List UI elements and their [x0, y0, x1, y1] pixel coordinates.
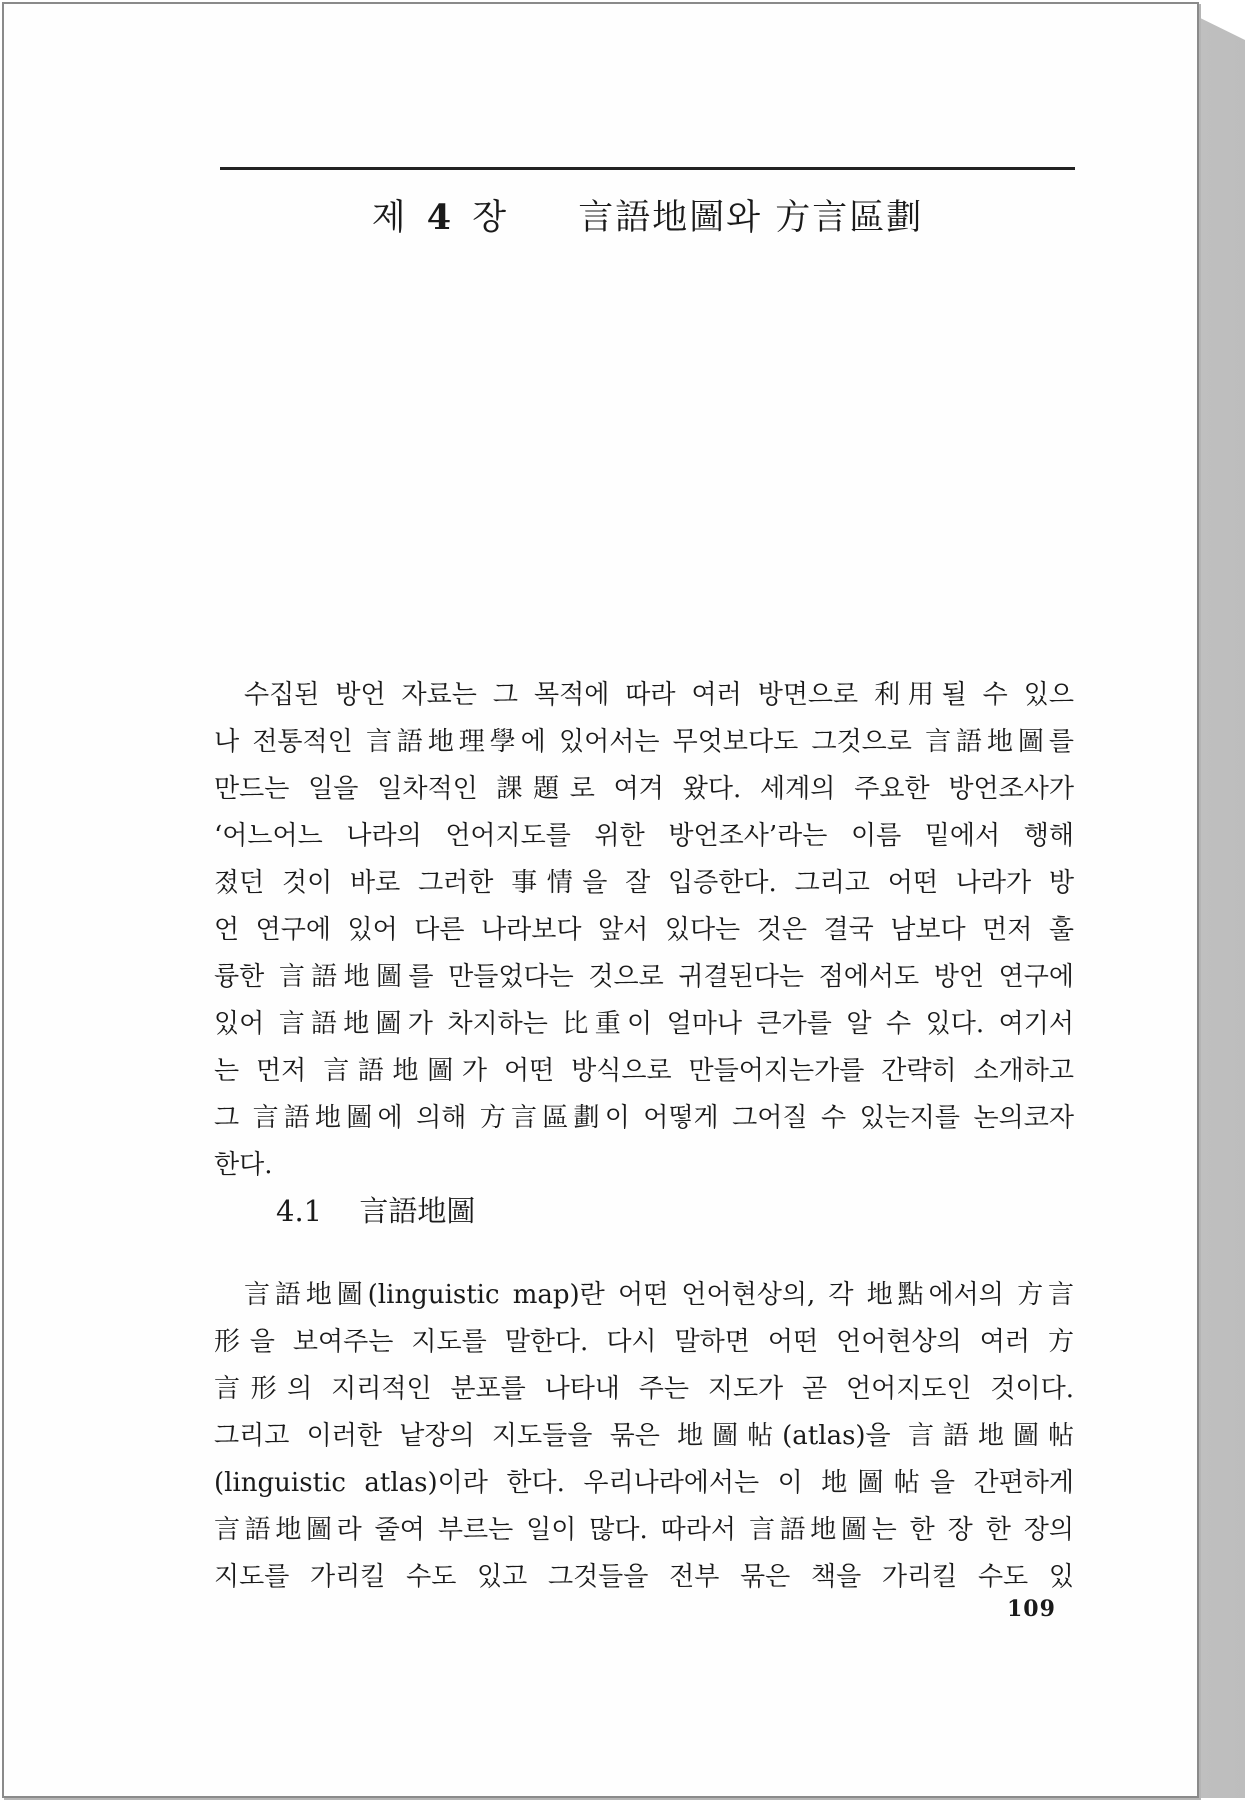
- chapter-title-text: 言語地圖와 方言區劃: [578, 198, 924, 238]
- paragraph-line: 졌던 것이 바로 그러한 事情을 잘 입증한다. 그리고 어떤 나라가 방: [214, 868, 1074, 898]
- page-number: 109: [1007, 1596, 1056, 1622]
- paragraph-line: (linguistic atlas)이라 한다. 우리나라에서는 이 地圖帖을 간편하게: [214, 1468, 1074, 1498]
- paragraph-line: 륭한 言語地圖를 만들었다는 것으로 귀결된다는 점에서도 방언 연구에: [214, 962, 1074, 992]
- section-title: 言語地圖: [359, 1194, 476, 1228]
- chapter-prefix: 제: [371, 198, 408, 238]
- paragraph-line: 言語地圖(linguistic map)란 어떤 언어현상의, 각 地點에서의 方言: [244, 1280, 1074, 1310]
- paragraph-line: 그리고 이러한 낱장의 지도들을 묶은 地圖帖(atlas)을 言語地圖帖: [214, 1421, 1074, 1451]
- page: [2, 2, 1199, 1798]
- chapter-title: [220, 190, 1075, 240]
- chapter-number: 4: [426, 197, 454, 238]
- section-heading: [276, 1189, 475, 1230]
- paragraph-line: 언 연구에 있어 다른 나라보다 앞서 있다는 것은 결국 남보다 먼저 훌: [214, 915, 1074, 945]
- paragraph-line: ‘어느어느 나라의 언어지도를 위한 방언조사’라는 이름 밑에서 행해: [214, 821, 1074, 851]
- paragraph-line: 言語地圖라 줄여 부르는 일이 많다. 따라서 言語地圖는 한 장 한 장의: [214, 1515, 1074, 1545]
- paragraph-line: 수집된 방언 자료는 그 목적에 따라 여러 방면으로 利用될 수 있으: [244, 680, 1074, 710]
- paragraph-line: 言形의 지리적인 분포를 나타내 주는 지도가 곧 언어지도인 것이다.: [214, 1374, 1074, 1404]
- paragraph-line: 그 言語地圖에 의해 方言區劃이 어떻게 그어질 수 있는지를 논의코자: [214, 1103, 1074, 1133]
- paragraph-line: 한다.: [214, 1150, 273, 1180]
- paragraph-line: 있어 言語地圖가 차지하는 比重이 얼마나 큰가를 알 수 있다. 여기서: [214, 1009, 1074, 1039]
- paragraph-line: 는 먼저 言語地圖가 어떤 방식으로 만들어지는가를 간략히 소개하고: [214, 1056, 1074, 1086]
- paragraph-line: 지도를 가리킬 수도 있고 그것들을 전부 묶은 책을 가리킬 수도 있: [214, 1562, 1074, 1592]
- section-number: 4.1: [276, 1194, 323, 1228]
- paragraph-definition: [214, 1272, 1074, 1601]
- chapter-suffix: 장: [472, 198, 509, 238]
- paragraph-line: 形을 보여주는 지도를 말한다. 다시 말하면 어떤 언어현상의 여러 方: [214, 1327, 1074, 1357]
- paragraph-intro: [214, 672, 1074, 1189]
- paragraph-line: 나 전통적인 言語地理學에 있어서는 무엇보다도 그것으로 言語地圖를: [214, 727, 1074, 757]
- paragraph-line: 만드는 일을 일차적인 課題로 여겨 왔다. 세계의 주요한 방언조사가: [214, 774, 1074, 804]
- chapter-rule: [220, 167, 1075, 170]
